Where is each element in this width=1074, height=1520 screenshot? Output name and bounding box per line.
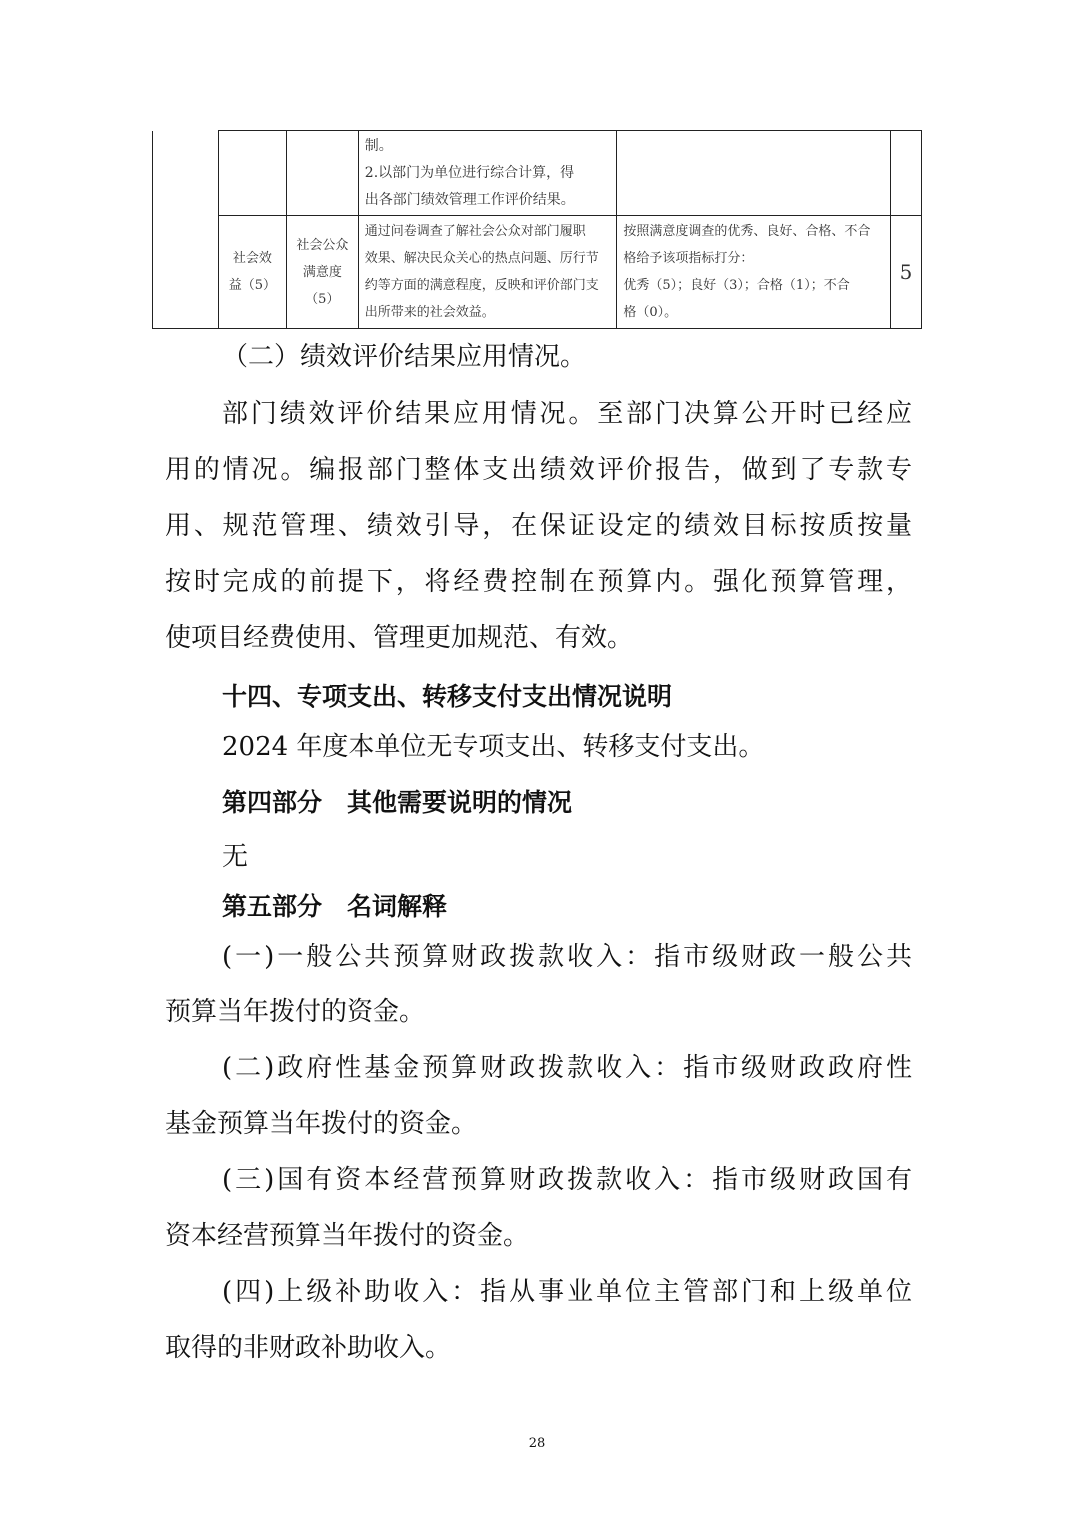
table-cell-scoring [617, 216, 891, 329]
page-number: 28 [528, 1436, 546, 1451]
table-cell-indicator [286, 216, 358, 329]
paragraph-line: 取得的非财政补助收入。 [165, 1333, 452, 1363]
section-heading: 第四部分 其他需要说明的情况 [222, 788, 573, 817]
cell-line: 社会公众 [296, 237, 349, 253]
table-cell [218, 131, 286, 216]
cell-line: 出各部门绩效管理工作评价结果。 [364, 191, 575, 208]
table-cell-description [358, 216, 617, 329]
cell-line: 通过问卷调查了解社会公众对部门履职 [364, 224, 586, 239]
paragraph-line: (三)国有资本经营预算财政拨款收入：指市级财政国有 [222, 1165, 912, 1195]
cell-line: 2.以部门为单位进行综合计算，得 [364, 164, 575, 181]
cell-line: 社会效 [232, 251, 272, 266]
cell-line: 制。 [364, 137, 393, 154]
evaluation-table [152, 130, 922, 329]
table-cell [153, 131, 219, 329]
cell-line: 格（0）。 [623, 305, 678, 320]
cell-line: 效果、解决民众关心的热点问题、厉行节 [364, 251, 599, 266]
cell-line: 优秀（5）；良好（3）；合格（1）；不合 [623, 278, 850, 293]
paragraph-line: 基金预算当年拨付的资金。 [165, 1109, 478, 1139]
cell-line: 约等方面的满意程度，反映和评价部门支 [364, 278, 599, 293]
paragraph-line: (一)一般公共预算财政拨款收入：指市级财政一般公共 [222, 942, 912, 972]
paragraph-line: 用的情况。编报部门整体支出绩效评价报告，做到了专款专 [165, 455, 912, 485]
paragraph-line: 用、规范管理、绩效引导，在保证设定的绩效目标按质按量 [165, 511, 912, 541]
paragraph-line: 部门绩效评价结果应用情况。至部门决算公开时已经应 [222, 399, 912, 429]
paragraph-line: (四)上级补助收入：指从事业单位主管部门和上级单位 [222, 1277, 912, 1307]
paragraph-line: 预算当年拨付的资金。 [165, 997, 426, 1027]
paragraph-line: 2024 年度本单位无专项支出、转移支付支出。 [222, 732, 765, 762]
section-heading: 第五部分 名词解释 [222, 892, 448, 921]
table-row [153, 131, 922, 216]
cell-line: 益（5） [228, 278, 276, 293]
table-cell-score: 5 [890, 216, 921, 329]
table-row [153, 216, 922, 329]
cell-line: （5） [305, 291, 340, 307]
table-cell-criteria [358, 131, 617, 216]
paragraph-line: 无 [222, 842, 249, 872]
table-cell [617, 131, 891, 216]
table-cell [890, 131, 921, 216]
paragraph-line: 资本经营预算当年拨付的资金。 [165, 1221, 530, 1251]
paragraph-line: 按时完成的前提下，将经费控制在预算内。强化预算管理， [165, 567, 912, 597]
table-cell-category [218, 216, 286, 329]
paragraph-line: （二）绩效评价结果应用情况。 [222, 342, 587, 372]
cell-line: 格给予该项指标打分： [623, 251, 754, 266]
cell-line: 按照满意度调查的优秀、良好、合格、不合 [623, 224, 871, 239]
section-heading: 十四、专项支出、转移支付支出情况说明 [222, 682, 673, 711]
cell-line: 出所带来的社会效益。 [364, 305, 495, 320]
cell-line: 满意度 [302, 264, 342, 280]
table-cell [286, 131, 358, 216]
paragraph-line: 使项目经费使用、管理更加规范、有效。 [165, 623, 634, 653]
paragraph-line: (二)政府性基金预算财政拨款收入：指市级财政政府性 [222, 1053, 912, 1083]
